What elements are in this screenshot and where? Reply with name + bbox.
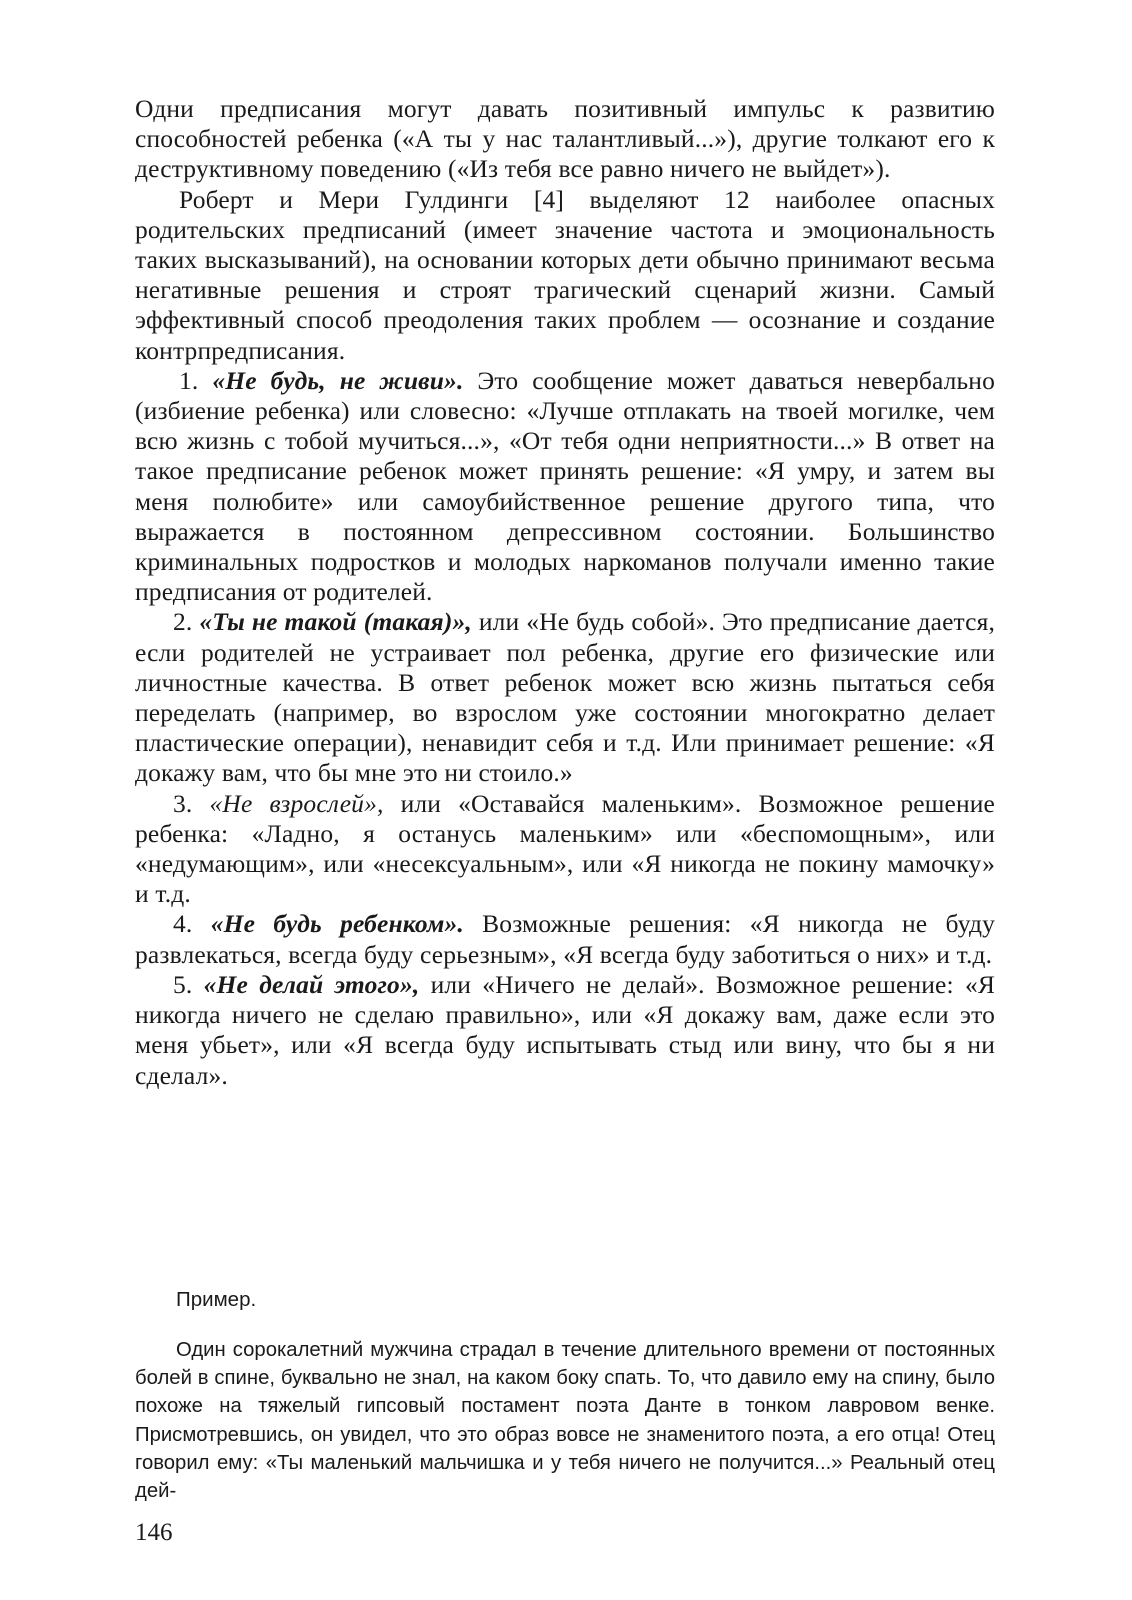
- list-item: [135, 909, 995, 969]
- item-lead: «Не делай этого»,: [203, 969, 420, 999]
- list-item: [135, 366, 995, 608]
- page-number: 146: [135, 1519, 173, 1546]
- example-label: Пример.: [176, 1288, 257, 1311]
- item-text: или «Ничего не делай». Возможное решение: «Я никогда ничего не сделаю правильно», или «Я докажу вам, даже если это меня убьет», или «Я всегда буду испытывать стыд или вину, что бы я ни сделал».: [135, 969, 996, 1090]
- item-lead: «Не будь, не живи».: [212, 365, 464, 395]
- item-text: Возможные решения: «Я никогда не буду развлекаться, всегда буду серьезным», «Я всегда буду заботиться о них» и т.д.: [135, 909, 996, 969]
- example-text: Один сорокалетний мужчина страдал в течение длительного времени от постоянных болей в спине, буквально не знал, на каком боку спать. То, что давило ему на спину, было похоже на тяжелый гипсовый постамент поэта Данте в тонком лавровом венке. Присмотревшись, он увидел, что это образ вовсе не знаменитого поэта, а его отца! Отец говорил ему: «Ты маленький мальчишка и у тебя ничего не получится...» Реальный отец дей-: [135, 1339, 995, 1503]
- item-lead: «Не будь ребенком».: [210, 909, 464, 939]
- list-item: [135, 607, 995, 788]
- main-text-block: [135, 94, 995, 1091]
- item-lead: «Ты не такой (такая)»,: [199, 607, 472, 637]
- item-text: или «Оставайся маленьким». Возможное решение ребенка: «Ладно, я останусь маленьким» или «беспомощным», или «недумающим», или «несексуальным», или «Я никогда не покину мамочку» и т.д.: [135, 788, 996, 909]
- item-number: 1.: [179, 365, 199, 395]
- list-item: [135, 789, 995, 910]
- item-number: 4.: [173, 909, 193, 939]
- item-text: Это сообщение может даваться невербально (избиение ребенка) или словесно: «Лучше отплакать на твоей могилке, чем всю жизнь с тобой мучиться...», «От тебя одни неприятности...» В ответ на такое предписание ребенок может принять решение: «Я умру, и затем вы меня полюбите» или самоубийственное решение другого типа, что выражается в постоянном депрессивном состоянии. Большинство криминальных подростков и молодых наркоманов получали именно такие предписания от родителей.: [135, 365, 995, 607]
- item-number: 2.: [173, 607, 193, 637]
- list-item: [135, 970, 995, 1091]
- item-lead: «Не взрослей»,: [209, 788, 384, 818]
- item-number: 3.: [173, 788, 193, 818]
- item-text: или «Не будь собой». Это предписание дается, если родителей не устраивает пол ребенка, другие его физические или личностные качества. В ответ ребенок может всю жизнь пытаться себя переделать (например, во взрослом уже состоянии многократно делает пластические операции), ненавидит себя и т.д. Или принимает решение: «Я докажу вам, что бы мне это ни стоило.»: [135, 607, 996, 788]
- paragraph: Одни предписания могут давать позитивный импульс к развитию способностей ребенка («А ты у нас талантливый...»), другие толкают его к деструктивному поведению («Из тебя все равно ничего не выйдет»).: [135, 94, 995, 184]
- paragraph: Роберт и Мери Гулдинги [4] выделяют 12 наиболее опасных родительских предписаний (имеет значение частота и эмоциональность таких высказываний), на основании которых дети обычно принимают весьма негативные решения и строят трагический сценарий жизни. Самый эффективный способ преодоления таких проблем — осознание и создание контрпредписания.: [135, 184, 995, 365]
- item-number: 5.: [173, 969, 193, 999]
